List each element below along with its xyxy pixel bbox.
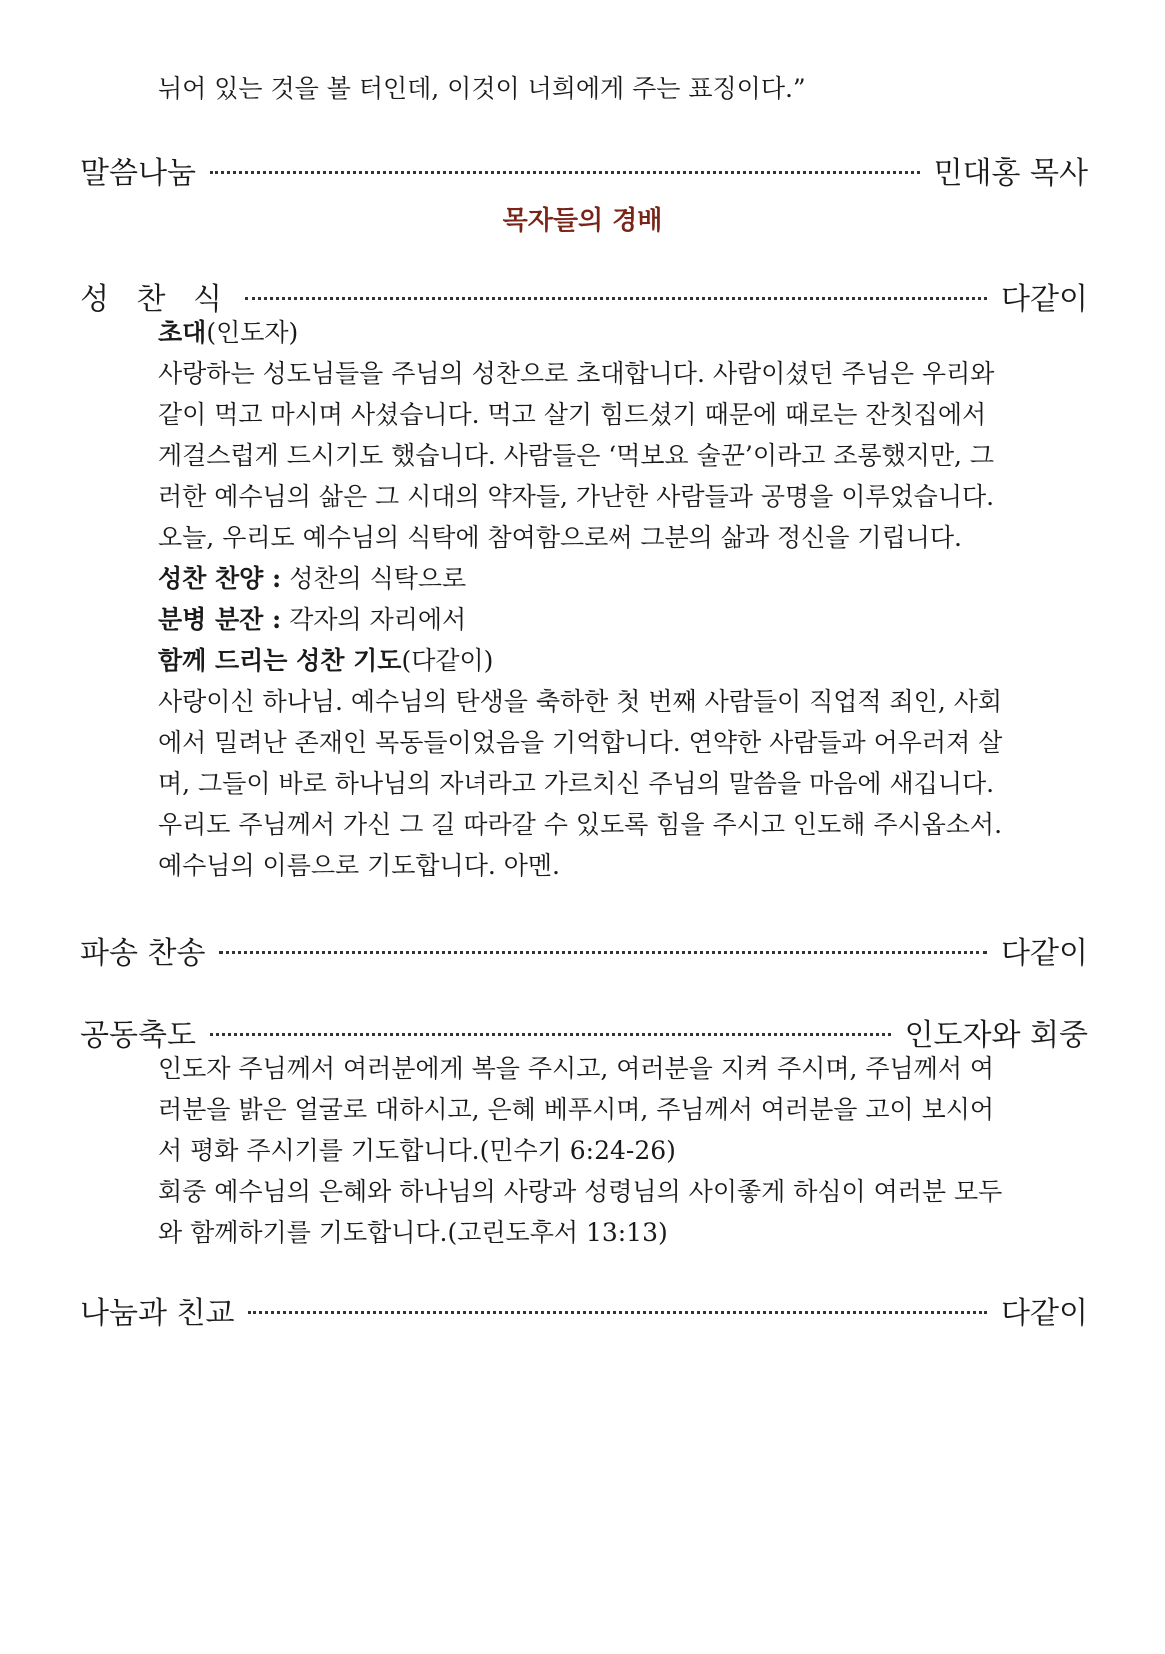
distribution-text: 각자의 자리에서 — [281, 605, 467, 634]
hymn-label: 성찬 찬양 : — [158, 564, 282, 593]
benediction-line: 인도자 주님께서 여러분에게 복을 주시고, 여러분을 지켜 주시며, 주님께서 여 — [158, 1054, 995, 1083]
sermon-subtitle: 목자들의 경배 — [502, 206, 663, 236]
prayer-line: 우리도 주님께서 가신 그 길 따라갈 수 있도록 힘을 주시고 인도해 주시옵소서. — [158, 810, 1003, 839]
invitation-line: 같이 먹고 마시며 사셨습니다. 먹고 살기 힘드셨기 때문에 때로는 잔칫집에서 — [158, 400, 987, 429]
benediction-line: 러분을 밝은 얼굴로 대하시고, 은혜 베푸시며, 주님께서 여러분을 고이 보시어 — [158, 1095, 995, 1124]
leader-dots — [245, 297, 987, 300]
sending-hymn-title: 파송 찬송 — [80, 936, 206, 971]
communion-participant: 다같이 — [1001, 282, 1088, 317]
leader-dots — [210, 1033, 891, 1036]
intro-line: 뉘어 있는 것을 볼 터인데, 이것이 너희에게 주는 표징이다.” — [158, 74, 806, 103]
prayer-heading — [158, 646, 493, 676]
sending-hymn-participant: 다같이 — [1001, 936, 1088, 971]
invitation-note: (인도자) — [206, 318, 299, 347]
fellowship-row — [80, 1290, 1088, 1330]
benediction-line: 서 평화 주시기를 기도합니다.(민수기 6:24-26) — [158, 1136, 676, 1165]
invitation-line: 사랑하는 성도님들을 주님의 성찬으로 초대합니다. 사람이셨던 주님은 우리와 — [158, 359, 995, 388]
prayer-line: 에서 밀려난 존재인 목동들이었음을 기억합니다. 연약한 사람들과 어우러져 살 — [158, 728, 1003, 757]
invitation-heading — [158, 318, 298, 348]
communion-distribution — [158, 605, 466, 635]
benediction-line: 와 함께하기를 기도합니다.(고린도후서 13:13) — [158, 1218, 668, 1247]
prayer-line: 예수님의 이름으로 기도합니다. 아멘. — [158, 851, 560, 880]
prayer-label: 함께 드리는 성찬 기도 — [158, 646, 402, 675]
communion-row — [80, 276, 1088, 316]
sermon-row — [80, 150, 1088, 190]
benediction-row — [80, 1012, 1088, 1052]
leader-dots — [210, 171, 920, 174]
hymn-text: 성찬의 식탁으로 — [281, 564, 467, 593]
distribution-label: 분병 분잔 : — [158, 605, 282, 634]
invitation-line: 게걸스럽게 드시기도 했습니다. 사람들은 ‘먹보요 술꾼’이라고 조롱했지만, 그 — [158, 441, 995, 470]
invitation-label: 초대 — [158, 318, 207, 347]
sermon-preacher: 민대홍 목사 — [933, 156, 1088, 191]
benediction-participants: 인도자와 회중 — [904, 1018, 1088, 1053]
benediction-line: 회중 예수님의 은혜와 하나님의 사랑과 성령님의 사이좋게 하심이 여러분 모두 — [158, 1177, 1003, 1206]
invitation-line: 러한 예수님의 삶은 그 시대의 약자들, 가난한 사람들과 공명을 이루었습니다. — [158, 482, 995, 511]
communion-hymn — [158, 564, 466, 594]
fellowship-participant: 다같이 — [1001, 1296, 1088, 1331]
invitation-line: 오늘, 우리도 예수님의 식탁에 참여함으로써 그분의 삶과 정신을 기립니다. — [158, 523, 962, 552]
leader-dots — [219, 951, 987, 954]
fellowship-title: 나눔과 친교 — [80, 1296, 235, 1331]
prayer-line: 며, 그들이 바로 하나님의 자녀라고 가르치신 주님의 말씀을 마음에 새깁니다. — [158, 769, 995, 798]
prayer-note: (다같이) — [401, 646, 494, 675]
sermon-title: 말씀나눔 — [80, 156, 196, 191]
prayer-line: 사랑이신 하나님. 예수님의 탄생을 축하한 첫 번째 사람들이 직업적 죄인, 사회 — [158, 687, 1003, 716]
benediction-title: 공동축도 — [80, 1018, 196, 1053]
communion-title: 성 찬 식 — [80, 282, 232, 317]
sending-hymn-row — [80, 930, 1088, 970]
leader-dots — [248, 1311, 987, 1314]
